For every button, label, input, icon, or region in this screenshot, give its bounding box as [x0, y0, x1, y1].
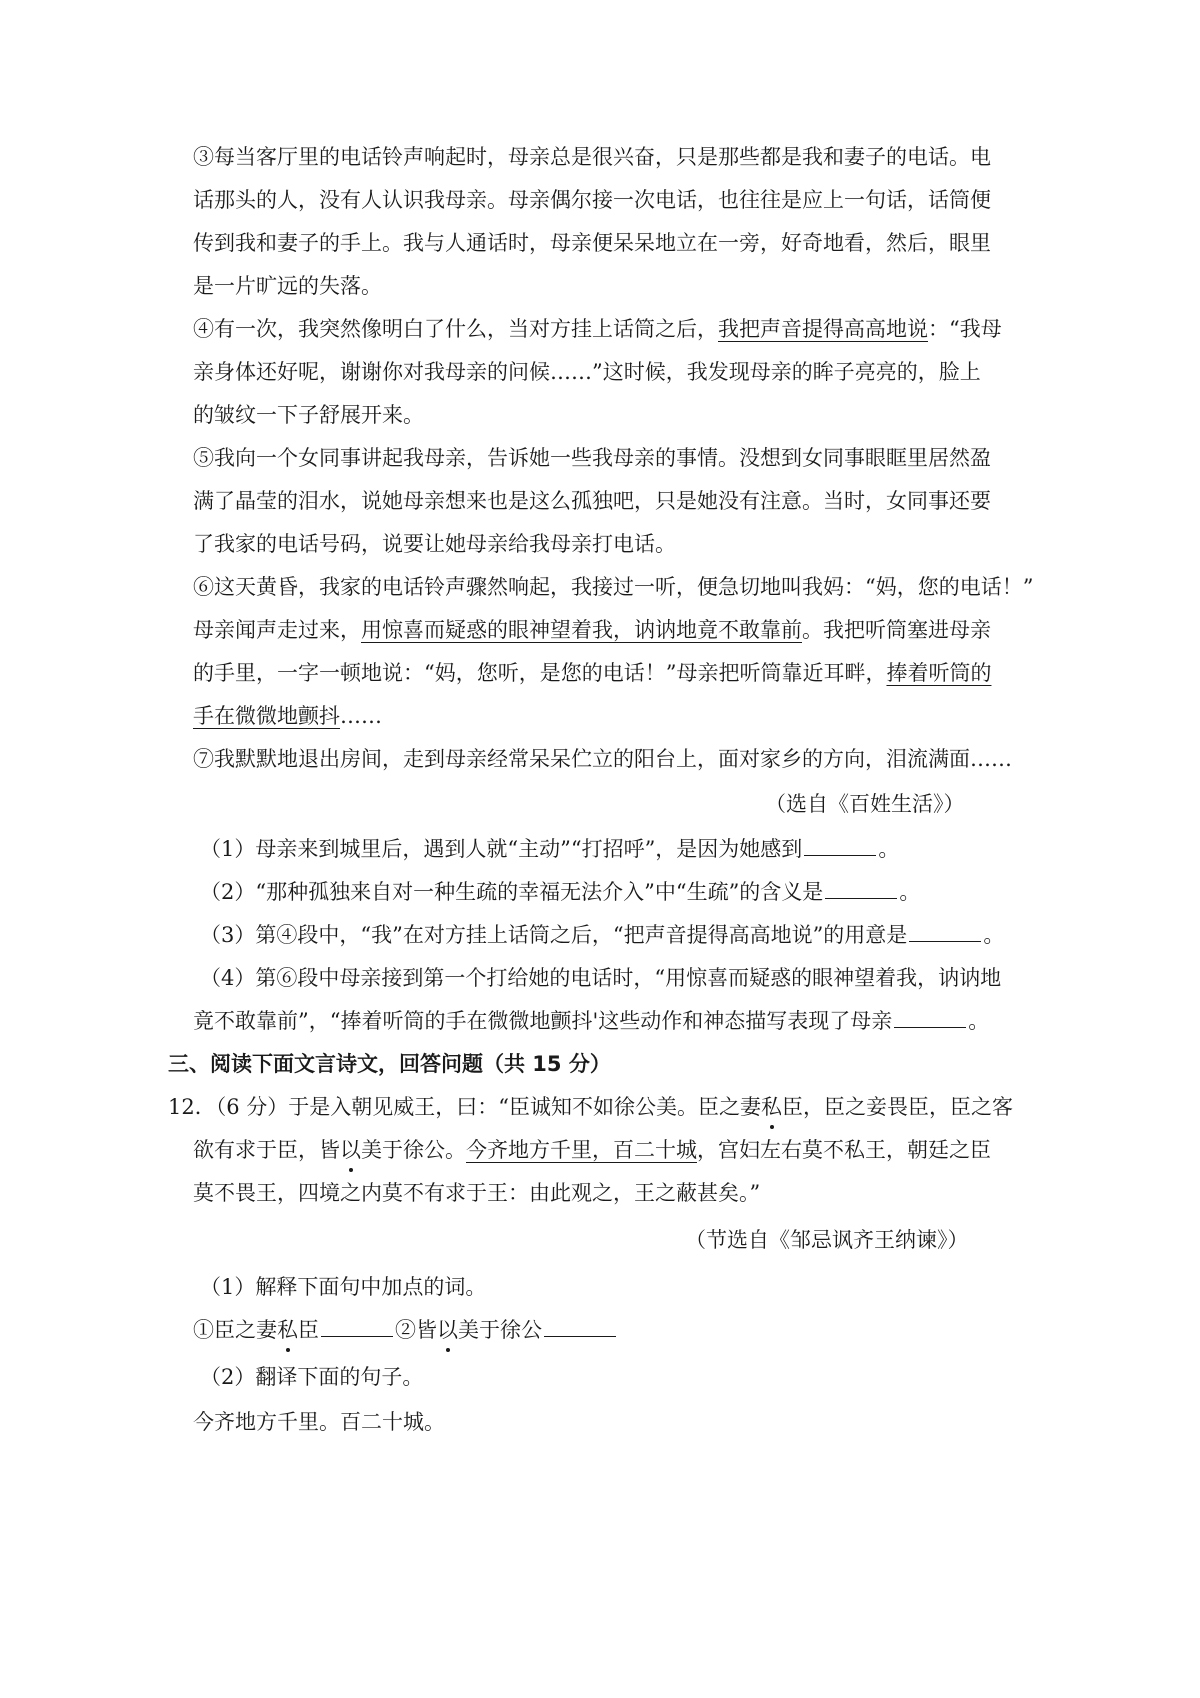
sub-question-answers: ①臣之妻私臣 ②皆以美于徐公 [193, 1315, 618, 1345]
passage-line: 莫不畏王，四境之内莫不有求于王：由此观之，王之蔽甚矣。” [193, 1181, 761, 1205]
section-heading: 三、阅读下面文言诗文，回答问题（共 15 分） [168, 1052, 611, 1076]
dotted-word: 私 [277, 1315, 298, 1345]
underlined-phrase: 今齐地方千里，百二十城 [466, 1138, 697, 1162]
question-text: （1）母亲来到城里后，遇到人就“主动”“打招呼”，是因为她感到 。 [200, 837, 900, 861]
text-line: 亲身体还好呢，谢谢你对我母亲的问候……”这时候，我发现母亲的眸子亮亮的，脸上 [193, 360, 981, 384]
text-line: ⑤我向一个女同事讲起我母亲，告诉她一些我母亲的事情。没想到女同事眼眶里居然盈 [193, 446, 991, 470]
dotted-word: 私 [761, 1092, 782, 1122]
text-line: ⑦我默默地退出房间，走到母亲经常呆呆伫立的阳台上，面对家乡的方向，泪流满面…… [193, 747, 1012, 771]
text-line: 手在微微地颤抖…… [193, 704, 382, 728]
answer-blank[interactable] [804, 835, 876, 856]
question-text: （4）第⑥段中母亲接到第一个打给她的电话时，“用惊喜而疑惑的眼神望着我，讷讷地 [200, 966, 1002, 990]
question-text: 竟不敢靠前”，“捧着听筒的手在微微地颤抖'这些动作和神态描写表现了母亲 。 [193, 1009, 990, 1033]
sub-question-prompt: （2）翻译下面的句子。 [200, 1365, 424, 1389]
passage-line: 12．（6 分）于是入朝见威王，曰：“臣诚知不如徐公美。臣之妻私臣，臣之妾畏臣，臣之客 [168, 1092, 1013, 1122]
text-line: ③每当客厅里的电话铃声响起时，母亲总是很兴奋，只是那些都是我和妻子的电话。电 [193, 145, 991, 169]
underlined-phrase: 手在微微地颤抖 [193, 704, 340, 728]
sub-question-prompt: （1）解释下面句中加点的词。 [200, 1275, 487, 1299]
text-line: 传到我和妻子的手上。我与人通话时，母亲便呆呆地立在一旁，好奇地看，然后，眼里 [193, 231, 991, 255]
text-line: ⑥这天黄昏，我家的电话铃声骤然响起，我接过一听，便急切地叫我妈：“妈，您的电话！” [193, 575, 1034, 599]
dotted-word: 以 [340, 1135, 361, 1165]
answer-blank[interactable] [544, 1316, 616, 1337]
underlined-phrase: 用惊喜而疑惑的眼神望着我，讷讷地竟不敢靠前 [361, 618, 802, 642]
text-line: 满了晶莹的泪水，说她母亲想来也是这么孤独吧，只是她没有注意。当时，女同事还要 [193, 489, 991, 513]
text-line: 话那头的人，没有人认识我母亲。母亲偶尔接一次电话，也往往是应上一句话，话筒便 [193, 188, 991, 212]
question-text: （2）“那种孤独来自对一种生疏的幸福无法介入”中“生疏”的含义是 。 [200, 880, 921, 904]
question-text: （3）第④段中，“我”在对方挂上话筒之后，“把声音提得高高地说”的用意是 。 [200, 923, 1005, 947]
text-line: ④有一次，我突然像明白了什么，当对方挂上话筒之后，我把声音提得高高地说：“我母 [193, 317, 1002, 341]
source-citation: （节选自《邹忌讽齐王纳谏》） [685, 1228, 969, 1252]
dotted-word: 以 [437, 1315, 458, 1345]
passage-line: 欲有求于臣，皆以美于徐公。今齐地方千里，百二十城，宫妇左右莫不私王，朝廷之臣 [193, 1135, 991, 1165]
translation-sentence: 今齐地方千里。百二十城。 [193, 1410, 445, 1434]
underlined-phrase: 我把声音提得高高地说 [718, 317, 928, 341]
text-line: 是一片旷远的失落。 [193, 274, 382, 298]
text-line: 母亲闻声走过来，用惊喜而疑惑的眼神望着我，讷讷地竟不敢靠前。我把听筒塞进母亲 [193, 618, 991, 642]
underlined-phrase: 捧着听筒的 [886, 661, 992, 685]
text-line: 的皱纹一下子舒展开来。 [193, 403, 424, 427]
answer-blank[interactable] [321, 1316, 393, 1337]
text-line: 的手里，一字一顿地说：“妈，您听，是您的电话！”母亲把听筒靠近耳畔，捧着听筒的 [193, 661, 992, 685]
answer-blank[interactable] [825, 878, 897, 899]
answer-blank[interactable] [909, 921, 981, 942]
answer-blank[interactable] [894, 1007, 966, 1028]
source-citation: （选自《百姓生活》） [765, 792, 965, 816]
text-line: 了我家的电话号码，说要让她母亲给我母亲打电话。 [193, 532, 676, 556]
